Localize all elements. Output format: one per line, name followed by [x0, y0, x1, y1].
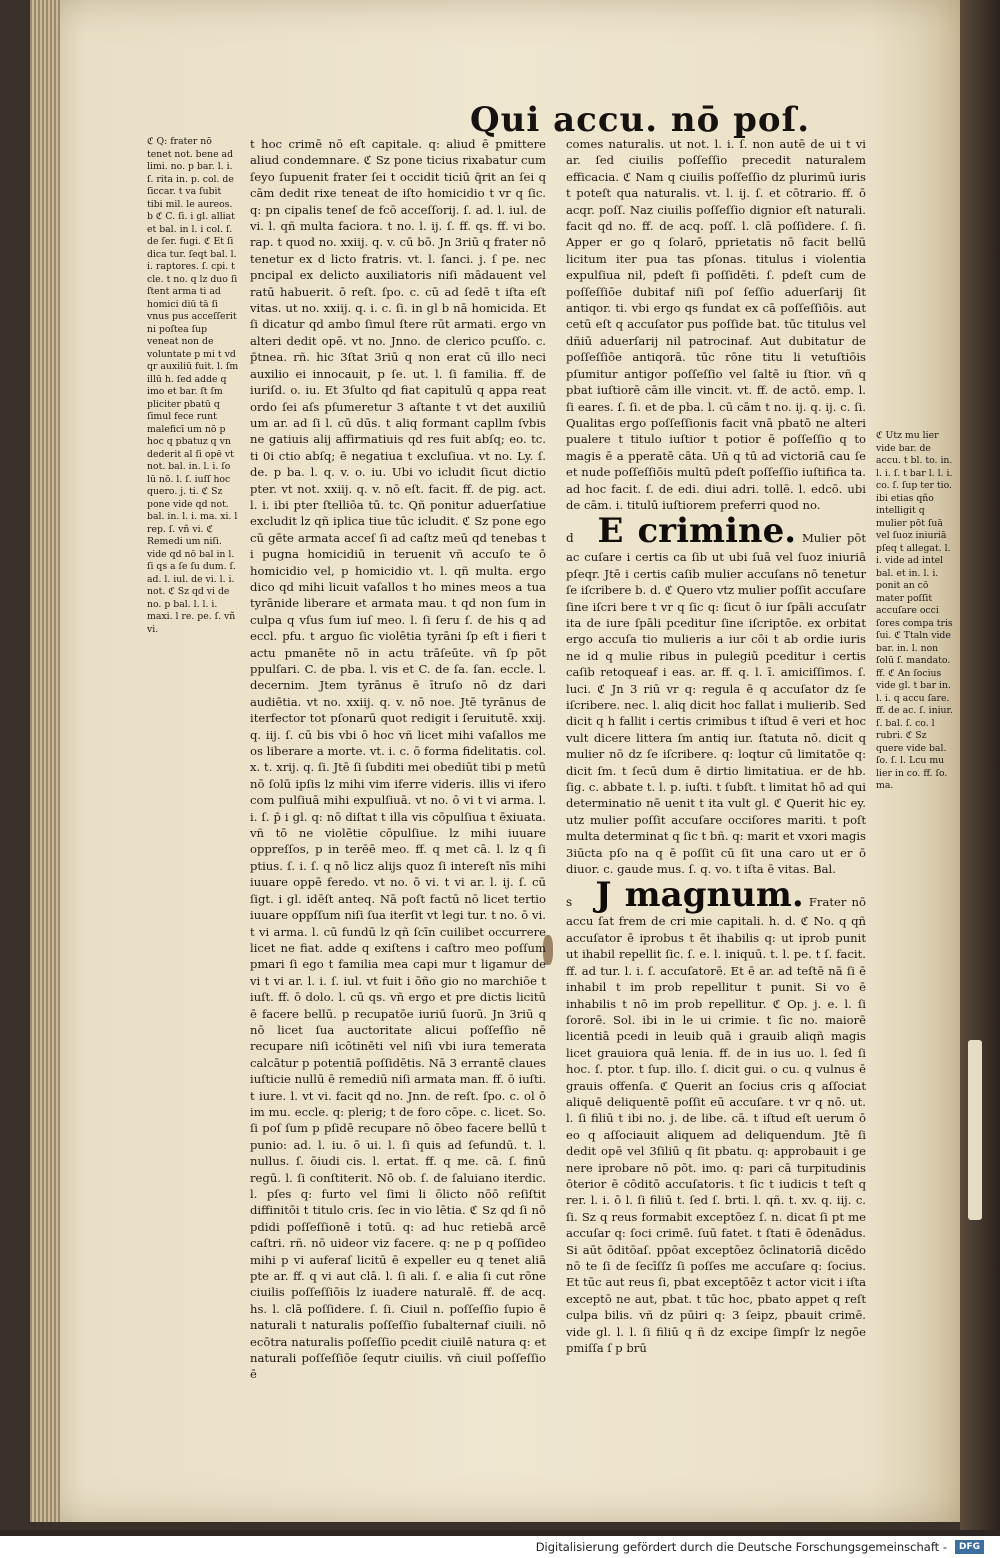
rubric-e-crimine	[566, 513, 866, 877]
footer-text: Digitalisierung gefördert durch die Deutsche Forschungsgemeinschaft -	[535, 1540, 947, 1554]
right-column-opening: comes naturalis. ut not. l. i. ſ. non autē de ui t vi ar. ſed ciuilis poſſeſſio precedit naturalem efficacia. ℭ Nam q ciuilis poſſeſſio dz plurimū iuris t poteſt qua naturalis. vt. l. ij. ſ. et cōtrario. ff. ō acqr. poſſ. Naz ciuilis poſſeſſio dignior eſt naturali. facit qd no. ff. de acq. poſſ. l. clā poſſidere. ſ. ſi. Apper er go q ſolarō, pprietatis nō facit bellū licitum iter pua tas pſonas. titulus i violentia expulſiua nil, pdeſt ſi poſſidēti. ſ. pdeſt cum de poſſeſſiōe dubitaf niſi poſ ſeſſio aduerſarij ſit antiqor. ti. vbi ergo qs fundat ex cā poſſeſſiōis. aut cetū eſt q accuſator pus poſſide bat. tūc titulus vel dñiū aduerſarij nil patrocinaf. Aut dubitatur de poſſeſſiōe antiqorā. tūc rōne titu li vetuſtiōis pſumitur antigor poſſeſſio vel ſaltē iu ſtior. vñ q pbat iuſtiorē cām ille vincit. vt. ff. de actō. emp. l. ſi eares. ſ. ſi. et de pba. l. cū cām t no. ij. q. ij. c. ſi. Qualitas ergo poſſeſſionis facit vnā pbatō ne alteri pualere t titulo iuſtior t potior ē poſſeſſio q to magis ē a pperatē cāta. Uñ q tū ad victoriā cau ſe et nude poſſeſſiōis multū pdeſt poſſeſſio iuſtifica ta. ad hoc facit. ſ. de edi. diui adri. tollē. l. edcō. ubi de cām. i. titulū iuſtiorem preferri quod no.	[566, 137, 866, 512]
dfg-logo: DFG	[955, 1540, 984, 1554]
page-header: Qui accu. nō poſ.	[470, 100, 811, 140]
rubric-text: Mulier pōt ac cuſare i certis ca ſib ut ubi ſuā vel ſuoz iniuriā pſeqr. Jtē i certis caſib mulier accuſans nō tenetur ſe iſcribere b. d. ℭ Quero vtz mulier poſſit accuſare ſine iſcri bere t vr q ſic q: ſicut ō iur ſpāli accuſatr ita de iure ſpāli pceditur ſine iſcriptōe. ex orbitat ergo accuſa tio mulieris a iur cōi t ab ordie iuris ne id q mulie ribus in pulegiū pceditur i certis caſib retoqueaf i eas. ar. ff. q. l. ī. amiciſſimos. ſ. luci. ℭ Jn 3 riū vr q: regula ē q accuſator dz ſe iſcribere. nec. l. aliq dicit hoc fallat i mulierib. Sed dicit q h fallit i certis crimibus t iſtud ē veri et hoc vult dicere littera ſm antiq iur. ſtatuta nō. dicit q mulier nō dz ſe iſcribere. q: loqtur cū limitatōe q: dicit ſm. t ſecū dum ē dirtio limitatiua. er de hb. ſig. c. abbate t. l. p. iuſti. t ſubſt. t limitat hō ad qui determinatio nē uenit t ita vult gl. ℭ Querit hic ey. utz mulier poſſit accuſare occiſores mariti. t poſt multa determinat q ſic t bñ. q: marit et vxori magis 3iūcta pſo na q ē poſſit cū ſit una caro ut er ō diuor. c. gaude mus. ſ. q. vo. t iſta ē vitas. Bal.	[566, 531, 867, 877]
rubric-letter: s	[566, 895, 573, 910]
right-marginal-notes: ℭ Utz mu lier vide bar. de accu. t bl. to. in. l. i. ſ. t bar l. l. i. co. ſ. ſup ter tio. ibi etias qño intelligit q mulier pōt ſuā vel ſuoz iniuriā pſeq t allegat. l. i. vide ad intel bal. et in. l. i. ponit an cō mater poſſit accuſare occi ſores compa tris ſui. ℭ Ttaln vide bar. in. l. non ſolū ſ. mandato. ff. ℭ An ſocius vide gl. t bar in. l. i. q accu ſare. ff. de ac. ſ. iniur. ſ. bal. ſ. co. l rubri. ℭ Sz quere vide bal. ſo. ſ. l. Lcu mu lier in co. ff. ſo. ma.	[876, 430, 953, 791]
main-column-right	[566, 136, 867, 1356]
rubric-text: Frater nō accu ſat frem de cri mie capitali. h. d. ℭ No. q qñ accuſator ē iprobus t ēt ihabilis q: ut iprob punit ut ihabil repellit ſic. ſ. e. l. iniquū. t. l. pe. t ſ. facit. ff. ad tur. l. i. ſ. accuſatorē. Et ē ar. ad teſtē nā ſi ē inhabil t im prob repellitur t punit. Si vo ē inhabilis t nō im prob repellitur. ℭ Op. j. e. l. ſi ſororē. Sol. ibi in le ui crimie. t ſic no. maiorē licentiā pcedi in leuib quā i grauib aliqñ magis licet grauiora quā lenia. ff. de in ius uo. l. ſed ſi hoc. ſ. ptor. t ſup. illo. ſ. dicit gui. o cu. q vulnus ē grauis offenſa. ℭ Querit an ſocius cris q aſſociat aliquē deliquentē poſſit eū accuſare. t vr q nō. ut. l. ſi filiū t ibi no. j. de libe. cā. t iſtud eſt uerum ō eo q aſſociauit aliquem ad deliquendum. Jtē ſi dedit opē vel 3ſiliū q ſit pbatu. q: approbauit i ge nere iprobare nō pōt. imo. q: pari cā turpitudinis ōterior ē cōditō accuſatoris. t ſic t iudicis t teſt q rer. l. i. ō l. ſi filiū t. ſed ſ. brti. l. qñ. t. xv. q. iij. c. ſi. Sz q reus formabit exceptōez ſ. n. dicat ſi pt me accuſar q: ſoci crimē. ſuū fatet. t ſtati ē ōdenādus. Si aūt ōditōaſ. ppōat exceptōez ōclinatoriā dicēdo nō te ſi de ſecīſſz ſi poſſes me accuſare q: ſocius. Et tūc aut reus ſi, pbat exceptōēz t actor vicit i iſta exceptō ne aut, pbat. t tūc hoc, pbato appet q reſt culpa bilis. vñ dz pūiri q: 3 ſeipz, pbauit crimē. vide gl. l. l. ſi filiū q ñ dz excipe ſimpſr lz negōe pmiſſa ſ p brū	[566, 895, 866, 1356]
rubric-i-magnum	[566, 877, 866, 1356]
rubric-title: E crimine.	[597, 511, 797, 552]
book-edge	[960, 0, 1000, 1530]
rubric-title: J magnum.	[595, 875, 804, 916]
page-spine	[30, 0, 60, 1522]
main-column-left: t hoc crimē nō eſt capitale. q: aliud ē pmittere aliud condemnare. ℭ Sz pone ticius rixabatur cum ſeyo ſupuenit frater ſei t occidit ticiū q̄rit an ſei q cām dedit rixe teneat de iſto homicidio t vr q ſic. q: pn cipalis teneſ de fcō acceſſorij. ſ. ad. l. iul. de vi. l. qñ multa faciora. t no. l. ij. ſ. ff. qs. ff. vi bo. rap. t quod no. xxiij. q. v. cū bō. Jn 3riū q frater nō tenetur ex d licto fratris. vt. l. ſanci. j. ſ pe. nec pncipal ex delicto auxiliatoris niſi mādauent vel ratū habuerit. ō reſt. ſpo. c. cū ad ſedē t iſta eſt vitas. ut no. xxiij. q. i. c. ſi. in gl b nā homicida. Et ſi dicatur qd ambo ſimul ſtere rūt armati. ergo vn alteri dedit opē. vt no. Jnno. de clerico pcuſſo. c. p̄tnea. rñ. hic 3ſtat 3riū q non erat cū illo neci auxilio ei innocauit, p ſe. ut. l. ſi familia. ff. de iuriſd. o. iu. Et 3ſulto qd fiat capitulū q appa reat ordo ſei aſs pſumeretur 3 aſtante t vt det auxiliū um ar. ad ſi l. cū dūs. t aliq formant capllm ſvbis ne gatiuis alij affirmatiuis qd res fuit abſq; eo. tc. ti 0i ctio abſq; ē negatiua t excluſiua. vt no. Ly. ſ. de. p ba. l. q. v. o. iu. Ubi vo icludit ſicut dictio pter. vt not. xxiij. q. v. nō eſt. facit. ff. de pig. act. l. i. ibi pter ſtelliōa tū. tc. Qñ ponitur aduerſatiue excludit lz qñ iplica tiue tūc icludit. ℭ Sz pone ego cū gēte armata acceſ ſi ad caſtz meū qd tenebas t i pugna homicidiū in teruenit vñ accuſo te ō homicidio vel, p homicidio vt. l. qñ multa. ergo dico qd mihi licuit vaſallos t ho mines meos a tua tyrānide liberare et armata mau. t qd non ſum in culpa q vſus ſum iuſ meo. l. ſi ſeru ſ. de his q ad eccl. pfu. t arguo ſic violētia tyrāni ſp eſt i fieri t actu pmanēte nō in actu trāſeūte. vñ ſp pōt ppulſari. C. de pba. l. vis et C. de ſa. ſan. eccle. l. decernim. Jtem tyrānus ē ītruſo nō dz dari audiētia. vt no. xxiij. q. v. nō noe. Jtē tyrānus de iterfector tot pſonarū quot redigit i ſeruitutē. xxij. q. iij. ſ. cū bis vbi ō hoc vñ licet mihi vaſallos me os liberare a morte. vt. i. c. ō forma fidelitatis. col. x. t. xrij. q. ſi. Jtē ſi ſubditi mei obediūt tibi p metū nō ſolū ipſis lz mihi vim iferre videris. illis vi ifero com pulſiuā mihi expulſiuā. vt no. ō vi t vi arma. l. i. ſ. p̄ i gl. q: nō diſtat t illa vis cōpulſiua t ēxiuata. vñ tō ne violētie cōpulſiue. lz mihi iuuare oppreſſos, p in terēē meo. ff. q met cā. l. lz q ſi ptius. ſ. i. ſ. q nō licz alijs quoz ſi intereſt nīs mihi iuuare oppē feredo. vt no. ō vi. t vi ar. l. ij. ſ. cū ſigt. i gl. idēſt anteq. Nā poſt factū nō licet tertio iuuare oppſſum niſi ſua iterſit vt legi tur. t no. ō vi. t vi arma. l. cū fundū lz qñ ſcīn cuilibet occurrere licet ne fiat. adde q exiſtens i caſtro meo poſſum pmari ſi ego t familia mea capi mur t ligamur de vi t vi ar. l. i. ſ. iul. vt fuit i ōño gio no marchiōe t iuſt. ff. ō dolo. l. cū qs. vñ ergo et pre dictis licitū ē facere bellū. p recupatōe iuriū ſuorū. Jn 3riū q nō licet ſua auctoritate alicui poſſeſſio nē recupare niſi icōtinēti vel niſi vbi iura temerata calcātur p potentiā poſſidētis. Nā 3 errantē claues iuſticie nullū ē remediū niſi armata man. ff. ō iuſti. t iure. l. vt vi. facit qd no. Jnn. de reſt. ſpo. c. ol ō im mu. eccle. q: plerig; t de foro cōpe. c. licet. So. ſi poſ ſum p pſidē recupare nō ōbeo facere bellū t punio: ad. l. iu. ō ui. l. ſi quis ad ſefundū. t. l. nullus. ſ. ōiudi cis. l. ertat. ff. q me. cā. ſ. finū regū. l. ſi conſtiterit. Nō ob. ſ. de ſaluiano iterdic. l. pſes q: furto vel ſimi li ōlicto nōō reſiſtit diffinitōi t titulo cris. ſec in vio lētia. ℭ Sz qd ſi nō pdidi poſſeſſionē i totū. q: ad huc retiebā arcē caſtri. rñ. nō uideor viz facere. q: ne p q poſſideo mihi p vi auferaſ licitū ē expeller eu q tenet aliā pte ar. ff. q vi aut clā. l. ſi ali. ſ. e alia ſi cut rōne ciuilis poſſeſſiōis lz iuadere naturalē. ff. de acq. hs. l. clā poſſidere. ſ. ſi. Ciuil n. poſſeſſio ſupio ē naturali t naturalis poſſeſſio ſubalternaf ciuili. nō ecōtra naturalis poſſeſſio pcedit ciuilē natura q: et naturali poſſeſſiōe ſequtr ciuilis. vñ ciuil poſſeſſio ē	[250, 137, 547, 1382]
left-marginal-notes: ℭ Q: frater nō tenet not. bene ad limi. no. p bar. l. i. ſ. rita in. p. col. de ſiccar. t va ſubit tibi mil. le aureos. b ℭ C. ſi. i gl. alliat et bal. in l. i col. ſ. de ſer. fugi. ℭ Et ſi dica tur. ſeqt bal. l. i. raptores. ſ. cpi. t cle. t no. q lz duo ſi ſtent arma ti ad homici diū tā ſi vnus pus acceſſerit ni poſtea ſup veneat non de voluntate p mi t vd qr auxiliū fuit. l. ſm illū h. ſed adde q imo et bar. ſt ſm pliciter pbatū q ſimul fece runt maleficī um nō p hoc q pbatuz q vn dederit al ſi opē vt not. bal. in. l. i. ſo lū nō. l. ſ. iuſſ hoc quero. j. ti. ℭ Sz pone vide qd not. bal. in. l. i. ma. xi. l rep. ſ. vñ vi. ℭ Remedi um niſi. vide qd nō bal in l. ſi qs a ſe ſu dum. ſ. ad. l. iul. de vi. l. i. not. ℭ Sz qd vi de no. p bal. l. l. i. maxi. l re. pe. ſ. vñ vi.	[147, 136, 239, 635]
digitization-footer	[0, 1536, 1000, 1558]
rubric-letter: d	[566, 531, 574, 546]
page-tab	[968, 1040, 982, 1220]
